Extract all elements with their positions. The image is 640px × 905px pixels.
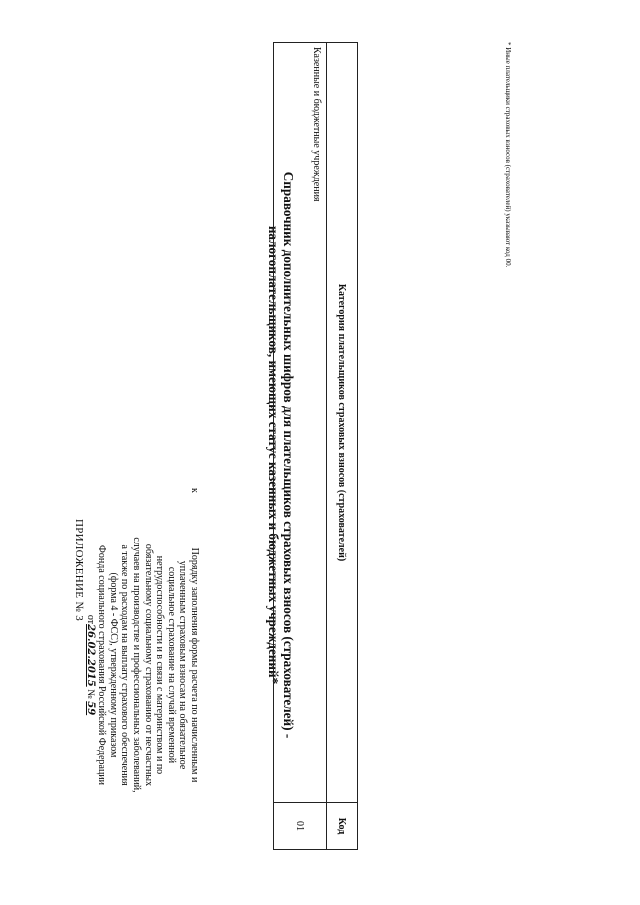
order-reference bbox=[84, 488, 200, 830]
heading-line-1: Справочник дополнительных шифров для плательщиков страховых взносов (страхователей) - bbox=[281, 171, 296, 739]
appendix-title: ПРИЛОЖЕНИЕ № 3 bbox=[73, 518, 85, 621]
date-prefix: от bbox=[84, 614, 96, 625]
heading-line-2: налогоплательщиков, имеющих статус казенных и бюджетных учреждений* bbox=[266, 225, 282, 685]
category-column-header: Категория плательщиков страховых взносов (страхователей) bbox=[327, 43, 358, 803]
order-reference-line: Фонда социального страхования Российской Федерации bbox=[96, 544, 108, 786]
order-reference-line: социальное страхование на случай временной bbox=[165, 566, 177, 764]
number-prefix: № bbox=[84, 689, 96, 699]
footnote: * Иные плательщики страховых взносов (страхователей) указывают код 00. bbox=[504, 42, 512, 268]
code-cell: 01 bbox=[274, 803, 327, 850]
order-reference-line: случаев на производстве и профессиональных заболеваний, bbox=[131, 537, 143, 793]
order-reference-line: обязательному социальному страхованию от несчастных bbox=[142, 543, 154, 787]
handwritten-number: 59 bbox=[84, 701, 96, 716]
handwritten-date: 26.02.2015 bbox=[84, 624, 96, 687]
table-row bbox=[274, 43, 327, 850]
order-reference-marker: к bbox=[189, 488, 200, 493]
order-reference-line: (форма 4 - ФСС), утвержденному приказом bbox=[107, 572, 119, 758]
order-date-line bbox=[84, 500, 96, 830]
order-reference-line: Порядку заполнения формы расчета по начисленным и bbox=[189, 547, 200, 783]
order-reference-line: а также по расходам на выплату страхового обеспечения bbox=[119, 544, 131, 786]
codes-table bbox=[273, 42, 358, 850]
category-cell: Казенные и бюджетные учреждения bbox=[274, 43, 327, 803]
order-reference-line: нетрудоспособности и в связи с материнством и по bbox=[154, 555, 166, 775]
table-header-row bbox=[327, 43, 358, 850]
code-column-header: Код bbox=[327, 803, 358, 850]
order-reference-line: уплаченным страховым взносам на обязательное bbox=[177, 560, 189, 770]
